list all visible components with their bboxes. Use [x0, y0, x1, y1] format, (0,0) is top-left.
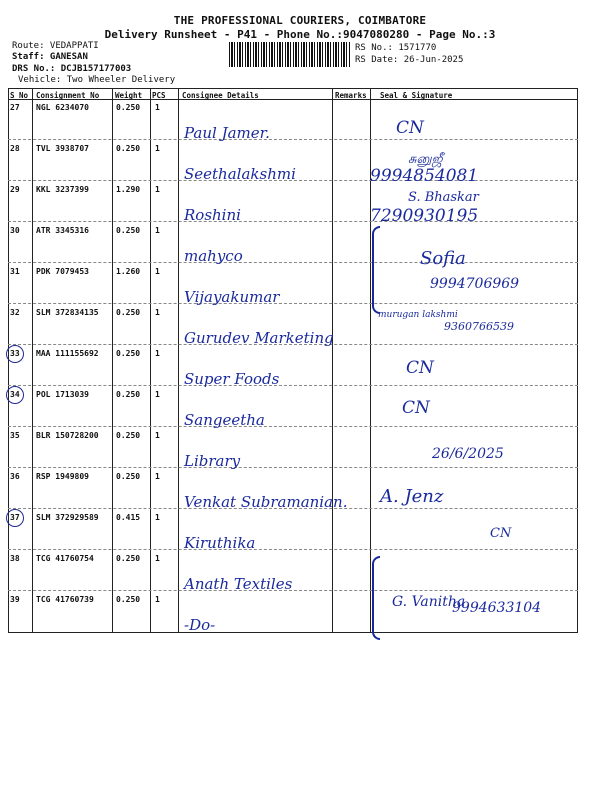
sno-circle-mark — [6, 386, 24, 404]
row-consignment-no: ATR 3345316 — [36, 226, 89, 235]
row-consignee-handwritten: Anath Textiles — [184, 575, 293, 593]
col-divider — [577, 88, 578, 632]
row-sno: 39 — [10, 595, 20, 604]
sig-30-mark: Sofia — [420, 248, 466, 269]
row-weight: 1.260 — [116, 267, 141, 276]
row-pcs: 1 — [155, 103, 160, 112]
row-consignee-handwritten: Sangeetha — [184, 411, 265, 429]
row-consignment-no: SLM 372929589 — [36, 513, 99, 522]
row-sno: 37 — [10, 513, 20, 522]
signature-brace — [372, 556, 380, 640]
signature-brace — [372, 226, 380, 314]
route-label: Route: VEDAPPATI — [12, 41, 99, 51]
sig-37-mark: CN — [490, 526, 512, 541]
row-consignee-handwritten: Venkat Subramanian. — [184, 493, 348, 511]
row-weight: 0.250 — [116, 226, 141, 235]
row-consignee-handwritten: Super Foods — [184, 370, 280, 388]
runsheet-title: Delivery Runsheet - P41 - Phone No.:9047080280 - Page No.:3 — [104, 28, 496, 41]
row-divider — [8, 426, 578, 427]
row-consignment-no: PDK 7079453 — [36, 267, 89, 276]
col-divider — [112, 88, 113, 632]
row-sno: 31 — [10, 267, 20, 276]
row-consignment-no: KKL 3237399 — [36, 185, 89, 194]
row-weight: 0.250 — [116, 390, 141, 399]
row-consignment-no: POL 1713039 — [36, 390, 89, 399]
row-weight: 0.415 — [116, 513, 141, 522]
row-weight: 0.250 — [116, 144, 141, 153]
row-consignee-handwritten: Roshini — [184, 206, 241, 224]
row-sno: 38 — [10, 554, 20, 563]
row-sno: 29 — [10, 185, 20, 194]
row-divider — [8, 221, 578, 222]
col-header-weight: Weight — [115, 91, 143, 100]
row-sno: 35 — [10, 431, 20, 440]
row-pcs: 1 — [155, 554, 160, 563]
row-weight: 0.250 — [116, 554, 141, 563]
row-consignment-no: TCG 41760739 — [36, 595, 94, 604]
col-divider — [332, 88, 333, 632]
row-pcs: 1 — [155, 595, 160, 604]
row-pcs: 1 — [155, 349, 160, 358]
row-consignment-no: BLR 150728200 — [36, 431, 99, 440]
sig-33-mark: CN — [406, 358, 434, 378]
row-weight: 1.290 — [116, 185, 141, 194]
row-divider — [8, 262, 578, 263]
vehicle-label: Vehicle: Two Wheeler Delivery — [18, 75, 176, 85]
row-pcs: 1 — [155, 226, 160, 235]
row-consignee-handwritten: Kiruthika — [184, 534, 256, 552]
row-weight: 0.250 — [116, 349, 141, 358]
row-pcs: 1 — [155, 185, 160, 194]
row-sno: 32 — [10, 308, 20, 317]
sig-36-mark: A. Jenz — [380, 486, 444, 507]
sig-34-mark: CN — [402, 398, 430, 418]
row-sno: 33 — [10, 349, 20, 358]
row-weight: 0.250 — [116, 595, 141, 604]
row-consignee-handwritten: Paul Jamer. — [184, 124, 270, 142]
table-top-border — [8, 88, 578, 89]
row-divider — [8, 467, 578, 468]
row-weight: 0.250 — [116, 103, 141, 112]
row-pcs: 1 — [155, 308, 160, 317]
row-weight: 0.250 — [116, 308, 141, 317]
row-pcs: 1 — [155, 144, 160, 153]
sig-27-mark: CN — [396, 118, 424, 138]
row-consignment-no: RSP 1949809 — [36, 472, 89, 481]
row-sno: 27 — [10, 103, 20, 112]
sig-39-mark: G. Vanitha — [392, 594, 466, 610]
col-divider — [32, 88, 33, 632]
sig-32-name: murugan lakshmi — [378, 310, 458, 320]
row-consignee-handwritten: -Do- — [184, 616, 216, 634]
row-consignment-no: SLM 372834135 — [36, 308, 99, 317]
row-divider — [8, 385, 578, 386]
row-divider — [8, 590, 578, 591]
row-pcs: 1 — [155, 513, 160, 522]
row-sno: 30 — [10, 226, 20, 235]
row-weight: 0.250 — [116, 472, 141, 481]
row-consignment-no: TVL 3938707 — [36, 144, 89, 153]
row-divider — [8, 139, 578, 140]
sig-39-phone: 9994633104 — [452, 600, 542, 616]
row-consignee-handwritten: Library — [184, 452, 241, 470]
row-pcs: 1 — [155, 267, 160, 276]
row-consignee-handwritten: mahyco — [184, 247, 243, 265]
row-divider — [8, 549, 578, 550]
row-pcs: 1 — [155, 431, 160, 440]
sig-32-phone: 9360766539 — [444, 320, 514, 333]
rs-date-label: RS Date: 26-Jun-2025 — [355, 55, 464, 65]
col-divider — [178, 88, 179, 632]
sig-28-phone: 9994854081 — [370, 166, 479, 186]
row-divider — [8, 303, 578, 304]
col-header-consignment: Consignment No — [36, 91, 100, 100]
col-header-pcs: PCS — [152, 91, 166, 100]
row-consignee-handwritten: Gurudev Marketing — [184, 329, 334, 347]
sno-circle-mark — [6, 509, 24, 527]
rs-no-label: RS No.: 1571770 — [355, 43, 437, 53]
table-bottom-border — [8, 632, 578, 633]
staff-label: Staff: GANESAN — [12, 52, 88, 62]
sig-29-phone: 7290930195 — [370, 206, 479, 226]
col-header-sno: S No — [10, 91, 29, 100]
row-consignment-no: TCG 41760754 — [36, 554, 94, 563]
row-pcs: 1 — [155, 472, 160, 481]
col-divider — [150, 88, 151, 632]
sig-28-name: சுனுஜீ — [408, 152, 443, 167]
row-weight: 0.250 — [116, 431, 141, 440]
row-sno: 28 — [10, 144, 20, 153]
row-consignee-handwritten: Vijayakumar — [184, 288, 280, 306]
row-consignee-handwritten: Seethalakshmi — [184, 165, 296, 183]
col-header-signature: Seal & Signature — [380, 91, 453, 100]
row-pcs: 1 — [155, 390, 160, 399]
col-header-remarks: Remarks — [335, 91, 367, 100]
sno-circle-mark — [6, 345, 24, 363]
company-title: THE PROFESSIONAL COURIERS, COIMBATORE — [173, 14, 427, 27]
row-consignment-no: NGL 6234070 — [36, 103, 89, 112]
sig-35-date: 26/6/2025 — [432, 446, 504, 462]
row-sno: 36 — [10, 472, 20, 481]
sig-31-phone: 9994706969 — [430, 276, 520, 292]
barcode-image — [229, 42, 350, 67]
col-header-consignee: Consignee Details — [182, 91, 259, 100]
row-consignment-no: MAA 111155692 — [36, 349, 99, 358]
drs-label: DRS No.: DCJB157177003 — [12, 64, 132, 74]
row-sno: 34 — [10, 390, 20, 399]
sig-29-name: S. Bhaskar — [408, 190, 479, 205]
